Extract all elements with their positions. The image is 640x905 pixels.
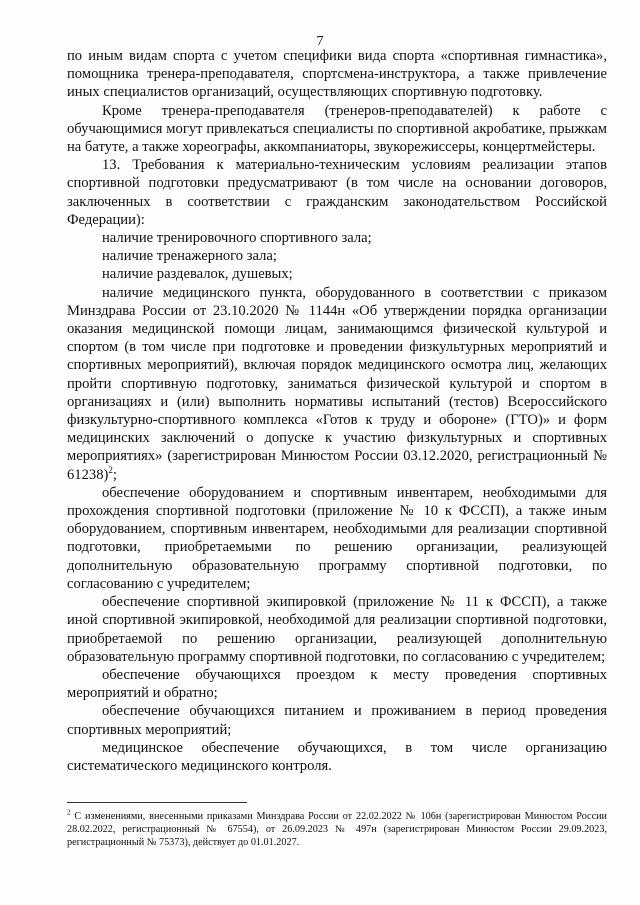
list-item: наличие раздевалок, душевых; <box>102 266 293 283</box>
footnote-marker: 2 <box>67 808 71 817</box>
list-item-medical-point <box>67 284 607 484</box>
footnote-divider <box>67 802 247 803</box>
footnote-ref-suffix: ; <box>112 466 117 483</box>
list-item: обеспечение обучающихся проездом к месту проведения спортивных мероприятий и обратно; <box>67 666 607 702</box>
footnote-text: С изменениями, внесенными приказами Минздрава России от 22.02.2022 № 106н (зарегистрирован Минюстом России 28.02.2022, регистрационный № 67554), от 26.09.2023 № 497н (зарегистрирован Минюстом России 29.09.2023, регистрационный № 75373), действует до 01.01.2027. <box>67 811 607 848</box>
list-item: обеспечение спортивной экипировкой (приложение № 11 к ФССП), а также иной спортивной экипировкой, необходимой для реализации спортивной подготовки, приобретаемой по решению организации, реализующей дополнительную образовательную программу спортивной подготовки, по согласованию с учредителем; <box>67 594 607 665</box>
footnote <box>67 810 607 849</box>
paragraph-requirements-13: 13. Требования к материально-техническим условиям реализации этапов спортивной подготовки предусматривают (в том числе на основании договоров, заключенных в соответствии с гражданским законодательством Российской Федерации): <box>67 157 607 228</box>
list-item: наличие тренажерного зала; <box>102 248 277 265</box>
list-item: обеспечение оборудованием и спортивным инвентарем, необходимыми для прохождения спортивной подготовки (приложение № 10 к ФССП), а также иным оборудованием, спортивным инвентарем, необходимыми для реализации спортивной подготовки, приобретаемыми по решению организации, реализующей дополнительную образовательную программу спортивной подготовки, по согласованию с учредителем; <box>67 484 607 592</box>
medical-point-text: наличие медицинского пункта, оборудованного в соответствии с приказом Минздрава России от 23.10.2020 № 1144н «Об утверждении порядка организации оказания медицинской помощи лицам, занимающимся физической культурой и спортом (в том числе при подготовке и проведении физкультурных мероприятий и спортивных мероприятий), включая порядок медицинского осмотра лиц, желающих пройти спортивную подготовку, заниматься физической культурой и спортом в организациях и (или) выполнить нормативы испытаний (тестов) Всероссийского физкультурно-спортивного комплекса «Готов к труду и обороне» (ГТО)» и форм медицинских заключений о допуске к участию физкультурных и спортивных мероприятиях» (зарегистрирован Минюстом России 03.12.2020, регистрационный № 61238) <box>67 284 607 483</box>
footnote-reference[interactable]: 2 <box>108 464 113 475</box>
list-item: медицинское обеспечение обучающихся, в том числе организацию систематического медицинского контроля. <box>67 739 607 774</box>
list-item: обеспечение обучающихся питанием и проживанием в период проведения спортивных мероприятий; <box>67 703 607 738</box>
document-body <box>67 47 607 775</box>
paragraph-continuation: по иным видам спорта с учетом специфики вида спорта «спортивная гимнастика», помощника тренера-преподавателя, спортсмена-инструктора, а также привлечение иных специалистов организаций, осуществляющих спортивную подготовку. <box>67 48 607 101</box>
page-number: 7 <box>316 34 324 49</box>
list-item: наличие тренировочного спортивного зала; <box>102 230 372 247</box>
paragraph-specialists: Кроме тренера-преподавателя (тренеров-преподавателей) к работе с обучающимися могут привлекаться специалисты по спортивной акробатике, прыжкам на батуте, а также хореографы, аккомпаниаторы, звукорежиссеры, концертмейстеры. <box>67 102 607 156</box>
